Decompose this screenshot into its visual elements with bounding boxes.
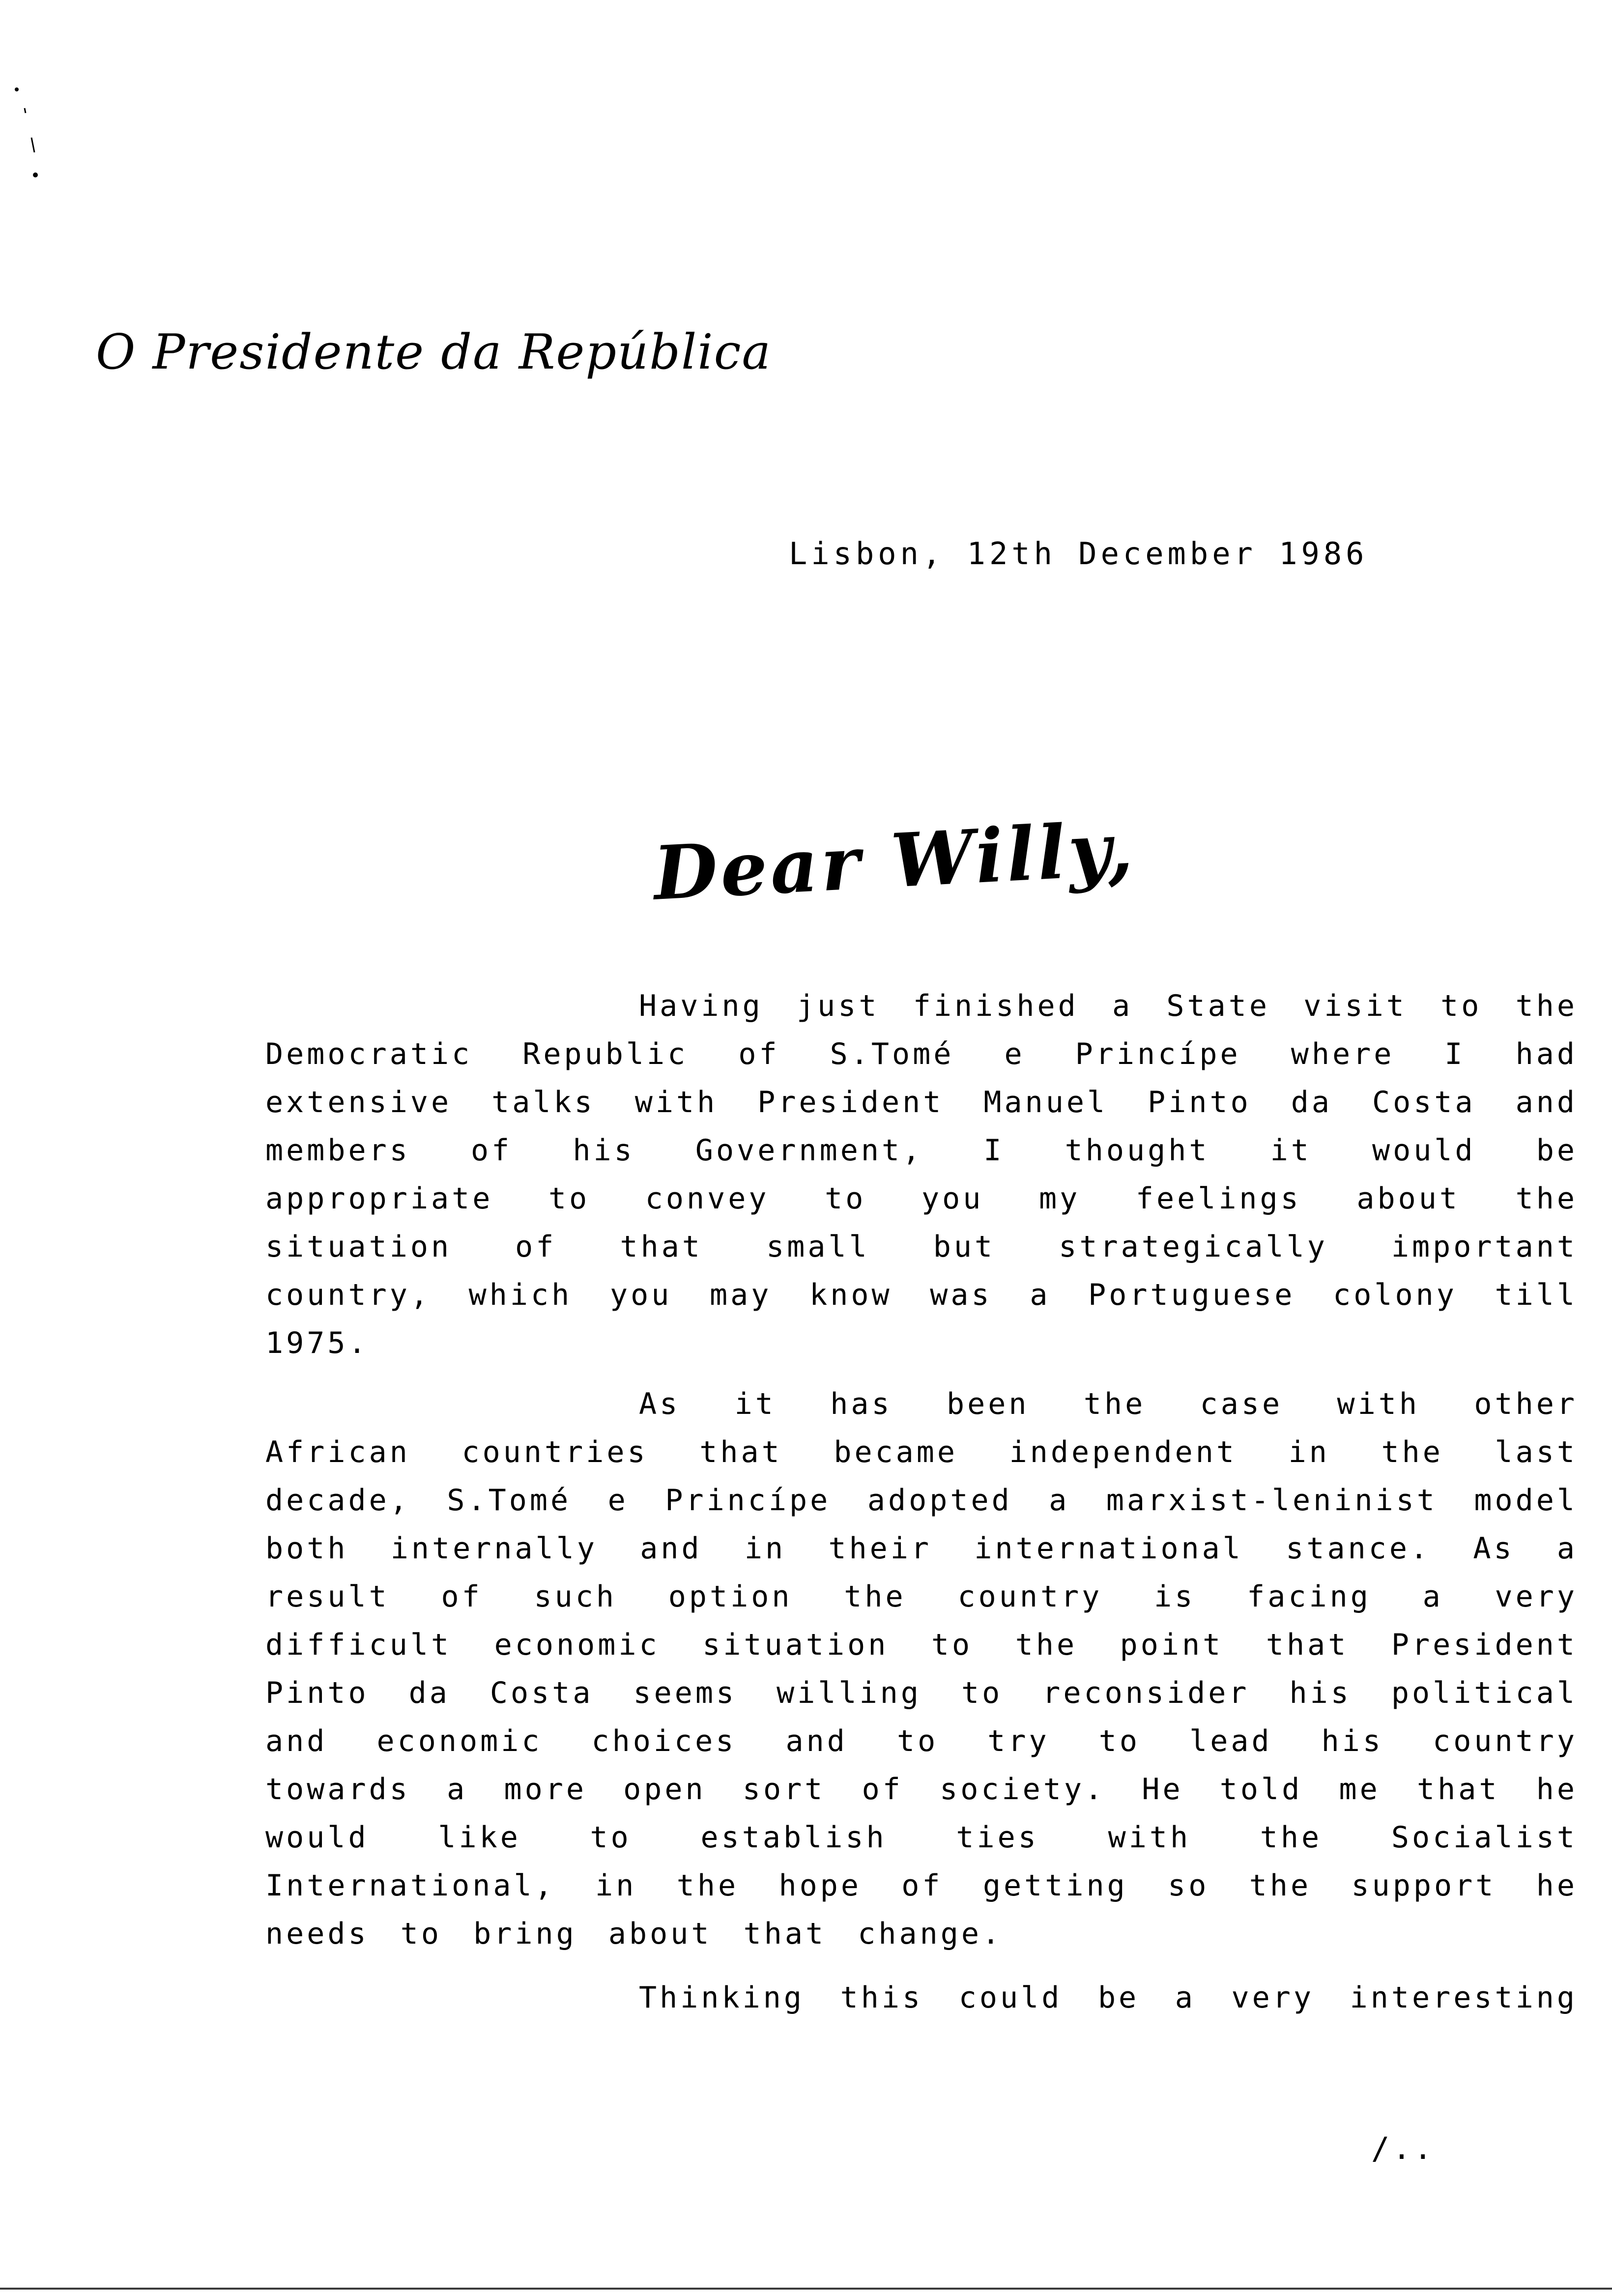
paragraph-text: Thinking this could be a very interesting	[639, 1980, 1578, 2015]
letter-paragraph-1	[265, 982, 1578, 1367]
paragraph-text: Having just finished a State visit to the Democratic Republic of S.Tomé e Princípe where I had extensive talks with President Manuel Pinto da Costa and members of his Government, I thought it would be appropriate to convey to you my feelings about the situation of that small but strategically important country, which you may know was a Portuguese colony till 1975.	[265, 989, 1578, 1360]
letterhead-title: O Presidente da República	[96, 324, 772, 380]
paragraph-text: As it has been the case with other African countries that became independent in the last decade, S.Tomé e Princípe adopted a marxist-leninist model both internally and in their international stance. As a result of such option the country is facing a very difficult economic situation to the point that President Pinto da Costa seems willing to reconsider his political and economic choices and to try to lead his country towards a more open sort of society. He told me that he would like to establish ties with the Socialist International, in the hope of getting so the support he needs to bring about that change.	[265, 1387, 1578, 1951]
continuation-mark: /..	[1371, 2130, 1435, 2166]
place-date: Lisbon, 12th December 1986	[789, 536, 1368, 572]
letter-paragraph-3	[265, 1974, 1578, 2022]
letter-paragraph-2	[265, 1380, 1578, 1958]
handwritten-salutation: Dear Willy,	[651, 805, 1138, 917]
margin-specks	[10, 79, 39, 187]
page-bottom-edge	[0, 2288, 1612, 2290]
